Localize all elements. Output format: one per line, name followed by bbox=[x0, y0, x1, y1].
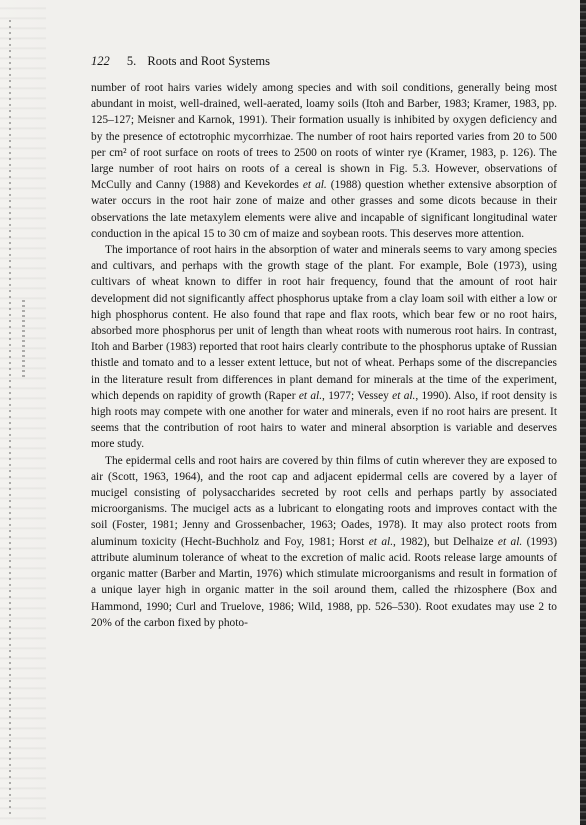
italic-text: et al. bbox=[368, 535, 394, 548]
text-run: , 1977; Vessey bbox=[322, 389, 393, 402]
italic-text: et al. bbox=[298, 389, 323, 402]
italic-text: et al. bbox=[302, 179, 327, 192]
paragraph bbox=[91, 242, 557, 453]
text-run: (1988) question whether extensive absorption of water occurs in the root hair zone of maize and other grasses and some dicots because in their observations the late metaxylem elements were alive and incapable of significant longitudinal water conduction in the apical 15 to 30 cm of maize and soybean roots. This deserves more attention. bbox=[91, 179, 557, 240]
text-run: The importance of root hairs in the absorption of water and minerals seems to vary among species and cultivars, and perhaps with the growth stage of the plant. For example, Bole (1973), using cultivars of wheat known to differ in root hair frequency, found that the amount of root hair development did not significantly affect phosphorus uptake from a clay loam soil with either a low or high phosphorus content. He also found that rape and flax roots, which bear few or no root hairs, absorbed more phosphorus per unit of length than wheat roots with numerous root hairs. In contrast, Itoh and Barber (1983) reported that root hairs clearly contribute to the phosphorus uptake of Russian thistle and tomato and to a lesser extent lettuce, but not of wheat. Perhaps some of the discrepancies in the literature result from differences in plant demand for minerals at the time of the experiment, which depends on rapidity of growth (Raper bbox=[91, 244, 557, 402]
page-number: 122 bbox=[91, 54, 110, 68]
chapter-title: Roots and Root Systems bbox=[147, 54, 270, 68]
text-run: The epidermal cells and root hairs are covered by thin films of cutin wherever they are exposed to air (Scott, 1963, 1964), and the root cap and adjacent epidermal cells are covered by a layer of mucigel consisting of polysaccharides secreted by root cells and perhaps partly by associated microorganisms. The mucigel acts as a lubricant to elongating roots and improves contact with the soil (Foster, 1981; Jenny and Grossenbacher, 1963; Oades, 1978). It may also protect roots from aluminum toxicity (Hecht-Buchholz and Foy, 1981; Horst bbox=[91, 454, 557, 548]
text-run: , 1982), but Delhaize bbox=[393, 535, 498, 548]
italic-text: et al. bbox=[392, 389, 416, 402]
scan-page-edge bbox=[580, 0, 586, 825]
running-head bbox=[91, 52, 557, 70]
scan-binding-margin bbox=[0, 0, 46, 825]
paragraph bbox=[91, 80, 557, 242]
text-run: (1993) attribute aluminum tolerance of wheat to the excretion of malic acid. Roots release large amounts of organic matter (Barber and Martin, 1976) which stimulate microorganisms and result in formation of a unique layer high in organic matter in the soil around them, called the rhizosphere (Box and Hammond, 1990; Curl and Truelove, 1986; Wild, 1988, pp. 526–530). Root exudates may use 2 to 20% of the carbon fixed by photo- bbox=[91, 535, 558, 629]
paragraph bbox=[91, 453, 557, 631]
text-run: number of root hairs varies widely among species and with soil conditions, generally being most abundant in moist, well-drained, well-aerated, loamy soils (Itoh and Barber, 1983; Kramer, 1983, pp. 125–127; Meisner and Karnok, 1991). Their formation usually is inhibited by oxygen deficiency and by the presence of ectotrophic mycorrhizae. The number of root hairs reported varies from 20 to 500 per cm² of root surface on roots of trees to 2500 on roots of winter rye (Kramer, 1983, p. 126). The large number of root hairs on roots of a cereal is shown in Fig. 5.3. However, observations of McCully and Canny (1988) and Kevekordes bbox=[91, 82, 557, 192]
body-text bbox=[91, 80, 557, 631]
chapter-number: 5. bbox=[126, 54, 137, 68]
book-page bbox=[91, 52, 557, 631]
text-run: , 1990). Also, if root density is high roots may compete with one another for water and minerals, even if no root hairs are present. It seems that the contribution of root hairs to water and mineral absorption is variable and deserves more study. bbox=[91, 389, 558, 451]
italic-text: et al. bbox=[497, 535, 523, 548]
